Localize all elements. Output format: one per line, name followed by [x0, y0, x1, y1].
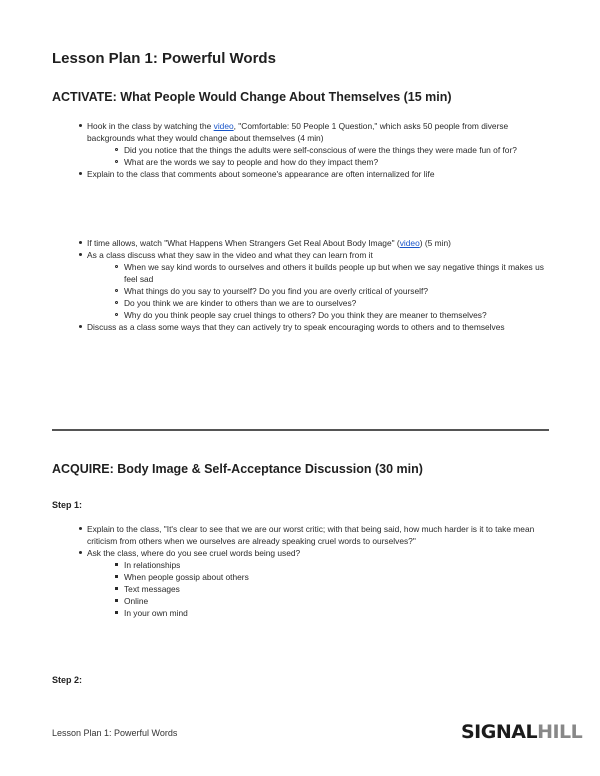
sub-list-item-text: Did you notice that the things the adults were self-conscious of were the things they were made fun of for? [124, 145, 517, 155]
circle-bullet-icon [115, 313, 118, 316]
sub-list-item [52, 607, 552, 619]
footer-title: Lesson Plan 1: Powerful Words [52, 728, 178, 738]
activate-heading: ACTIVATE: What People Would Change About Themselves (15 min) [52, 90, 452, 104]
sub-list-item-text: When people gossip about others [124, 572, 249, 582]
page-title: Lesson Plan 1: Powerful Words [52, 50, 276, 67]
logo-signal-text: SIGNAL [461, 721, 538, 743]
sub-list-item-text: In your own mind [124, 608, 188, 618]
circle-bullet-icon [115, 148, 118, 151]
circle-bullet-icon [115, 265, 118, 268]
square-bullet-icon [115, 575, 118, 578]
bullet-icon [79, 124, 82, 127]
video-link[interactable]: video [213, 121, 234, 131]
video-link[interactable]: video [399, 238, 420, 248]
sub-list-item-text: Do you think we are kinder to others than we are to ourselves? [124, 298, 357, 308]
square-bullet-icon [115, 599, 118, 602]
list-item-text: If time allows, watch "What Happens When Strangers Get Real About Body Image" ( [87, 238, 400, 248]
list-item-text: Discuss as a class some ways that they can actively try to speak encouraging words to others and to themselves [87, 322, 505, 332]
bullet-icon [79, 551, 82, 554]
list-item [52, 523, 552, 547]
sub-list-item-text: When we say kind words to ourselves and others it builds people up but when we say negative things it makes us feel sad [124, 262, 544, 284]
bullet-icon [79, 253, 82, 256]
step-1-label: Step 1: [52, 500, 83, 510]
square-bullet-icon [115, 611, 118, 614]
sub-list-item-text: In relationships [124, 560, 181, 570]
acquire-list [52, 523, 552, 619]
step-2-label: Step 2: [52, 675, 83, 685]
list-item [52, 249, 552, 321]
list-item [52, 168, 552, 180]
list-item-text: Ask the class, where do you see cruel words being used? [87, 548, 301, 558]
circle-bullet-icon [115, 289, 118, 292]
list-item-text: Explain to the class that comments about someone's appearance are often internalized for life [87, 169, 435, 179]
activate-list-part2 [52, 237, 552, 333]
sub-list-item [52, 156, 552, 168]
list-item-text: Hook in the class by watching the [87, 121, 214, 131]
bullet-icon [79, 241, 82, 244]
sub-list-item [52, 559, 552, 571]
section-divider [52, 429, 549, 431]
square-bullet-icon [115, 563, 118, 566]
sub-list-item [52, 261, 552, 285]
acquire-heading: ACQUIRE: Body Image & Self-Acceptance Discussion (30 min) [52, 462, 423, 476]
list-item-text: , "Comfortable: 50 People 1 Question," which asks 50 people from diverse backgrounds what they would change about themselves (4 min) [87, 121, 509, 143]
sub-list-item [52, 297, 552, 309]
list-item [52, 321, 552, 333]
list-item-text: Explain to the class, "It's clear to see that we are our worst critic; with that being said, how much harder is it to take mean criticism from others when we ourselves are already speaking cruel words to ourselves?" [87, 524, 535, 546]
sub-list-item-text: Why do you think people say cruel things to others? Do you think they are meaner to themselves? [124, 310, 487, 320]
list-item [52, 120, 552, 168]
sub-list-item-text: Text messages [124, 584, 180, 594]
bullet-icon [79, 172, 82, 175]
sub-list-item [52, 309, 552, 321]
circle-bullet-icon [115, 160, 118, 163]
bullet-icon [79, 325, 82, 328]
sub-list-item [52, 571, 552, 583]
bullet-icon [79, 527, 82, 530]
sub-list-item [52, 285, 552, 297]
square-bullet-icon [115, 587, 118, 590]
sub-list-item-text: What are the words we say to people and how do they impact them? [124, 157, 379, 167]
logo-hill-text: HILL [537, 721, 583, 743]
list-item-text: ) (5 min) [419, 238, 451, 248]
sub-list-item [52, 144, 552, 156]
list-item [52, 237, 552, 249]
sub-list-item [52, 595, 552, 607]
circle-bullet-icon [115, 301, 118, 304]
list-item-text: As a class discuss what they saw in the video and what they can learn from it [87, 250, 373, 260]
sub-list-item [52, 583, 552, 595]
sub-list-item-text: Online [124, 596, 149, 606]
sub-list-item-text: What things do you say to yourself? Do you find you are overly critical of yourself? [124, 286, 428, 296]
signal-hill-logo [461, 717, 582, 747]
activate-list-part1 [52, 120, 552, 180]
list-item [52, 547, 552, 619]
